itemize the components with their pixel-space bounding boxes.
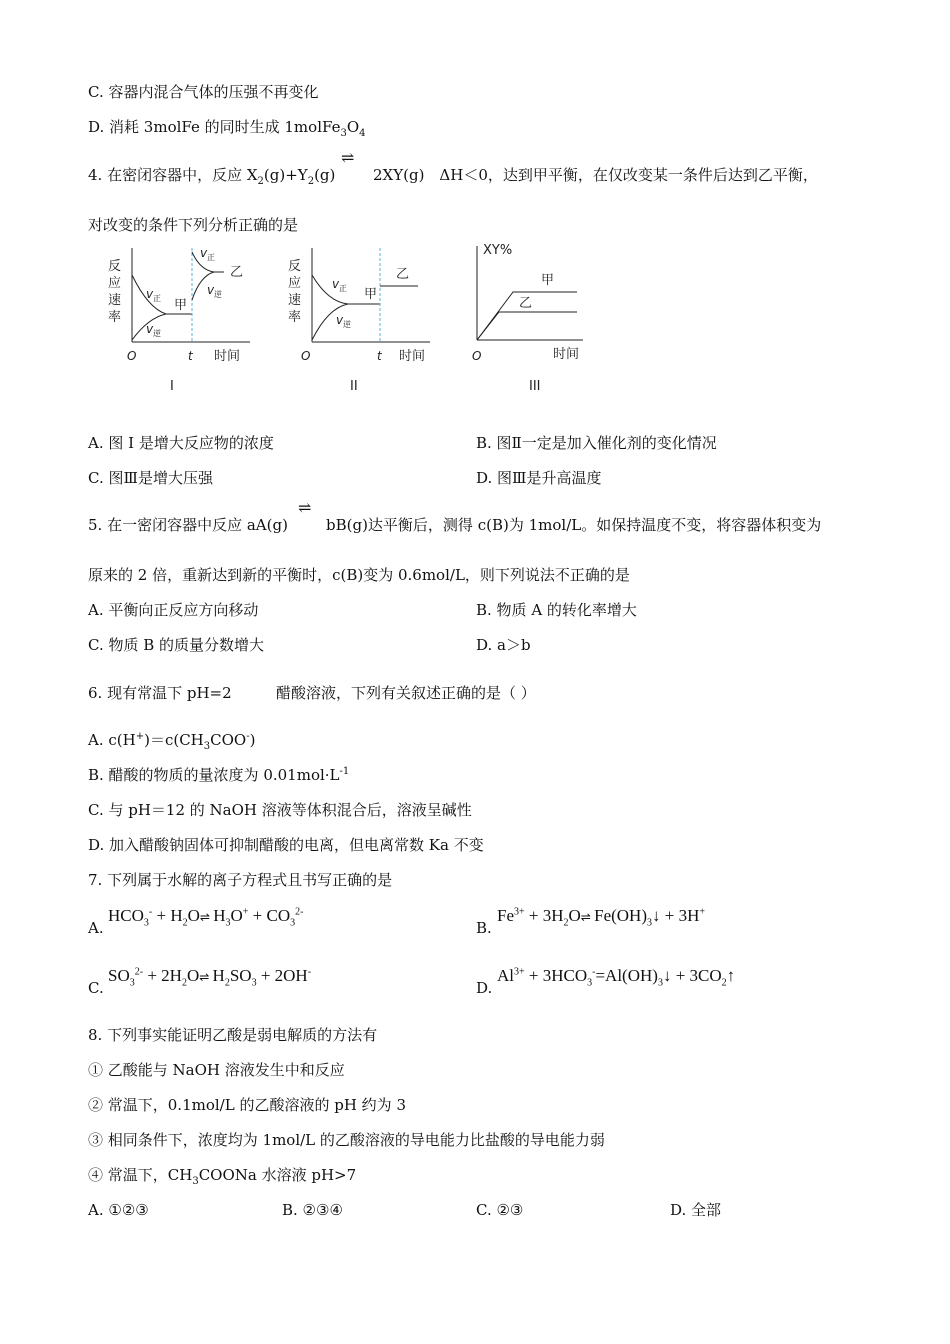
superscript: -	[592, 966, 596, 978]
q5-option-b: B. 物质 A 的转化率增大	[476, 601, 637, 619]
superscript: -	[148, 906, 153, 918]
subscript: 3	[129, 977, 135, 989]
eq-part: + 3HCO	[524, 966, 588, 985]
q8-option-c: C. ②③	[476, 1201, 524, 1219]
eq-part: + H	[152, 906, 183, 925]
subscript: 3	[251, 977, 257, 989]
subscript: 3	[587, 977, 593, 989]
superscript: -1	[339, 766, 350, 777]
q4-stem-line2: 对改变的条件下列分析正确的是	[88, 216, 299, 234]
fig1-v-reverse: v	[146, 322, 154, 336]
fig2-v-forward-sub: 正	[339, 284, 347, 293]
q3-option-d-text-o: O	[346, 118, 360, 136]
q6-option-b	[88, 765, 349, 785]
eq-part: O	[230, 906, 243, 925]
q5-option-d: D. a＞b	[476, 636, 531, 654]
q6-option-d: D. 加入醋酸钠固体可抑制醋酸的电离，但电离常数 Ka 不变	[88, 836, 484, 854]
subscript: 3	[340, 128, 347, 139]
q7-equation-d	[497, 966, 736, 989]
fig2-ylabel-2: 应	[288, 276, 302, 291]
eq-part: SO	[229, 966, 252, 985]
eq-part: + 2H	[143, 966, 182, 985]
q8-stem: 8. 下列事实能证明乙酸是弱电解质的方法有	[88, 1026, 378, 1044]
q7-stem: 7. 下列属于水解的离子方程式且书写正确的是	[88, 871, 393, 889]
q8-option-d: D. 全部	[670, 1201, 722, 1219]
fig2-v-reverse: v	[336, 313, 344, 327]
fig1-v-forward: v	[146, 287, 154, 301]
q5-stem-line2: 原来的 2 倍，重新达到新的平衡时，c(B)变为 0.6mol/L，则下列说法不正确的是	[88, 566, 630, 584]
q6-option-a	[88, 730, 255, 750]
q6-option-c: C. 与 pH＝12 的 NaOH 溶液等体积混合后，溶液呈碱性	[88, 801, 472, 819]
fig1-ylabel-3: 速	[108, 293, 122, 308]
q7-equation-c	[108, 966, 311, 987]
q8-item-4-part: ④ 常温下，CH	[88, 1166, 193, 1184]
fig2-ylabel-3: 速	[288, 293, 302, 308]
q6-option-a-part: )	[249, 731, 256, 749]
reversible-arrow-icon: ⇌	[580, 910, 590, 924]
fig1-v-reverse-sub: 逆	[153, 329, 161, 338]
fig2-ylabel-1: 反	[288, 259, 302, 274]
subscript: 2	[182, 917, 188, 929]
fig3-state1: 甲	[541, 273, 555, 288]
q7-equation-a	[108, 906, 303, 927]
superscript: -	[307, 966, 312, 978]
subscript: 3	[657, 977, 663, 989]
subscript: 2	[307, 176, 315, 187]
reversible-arrow-icon: ⇌	[199, 970, 209, 984]
subscript: 3	[203, 741, 211, 752]
fig2-t-label: t	[377, 349, 382, 363]
q7-equation-b	[497, 906, 705, 927]
equilibrium-arrow-icon: ⇌	[298, 498, 312, 517]
figure-iii	[465, 240, 595, 400]
q7-label-a: A.	[88, 919, 104, 937]
q7-label-b: B.	[476, 919, 492, 937]
eq-part: HCO	[108, 906, 144, 925]
fig2-ylabel-4: 率	[288, 310, 302, 325]
q4-stem-part: (g)+Y	[263, 166, 308, 184]
q4-option-c: C. 图Ⅲ是增大压强	[88, 469, 213, 487]
q8-item-2: ② 常温下，0.1mol/L 的乙酸溶液的 pH 约为 3	[88, 1096, 406, 1114]
q3-option-d	[88, 117, 366, 137]
eq-part: O	[186, 966, 200, 985]
fig3-xlabel: 时间	[553, 347, 580, 362]
fig3-origin: O	[472, 349, 482, 363]
q5-stem: 5. 在一密闭容器中反应 aA(g)	[88, 516, 288, 534]
fig1-v-forward-b-sub: 正	[207, 253, 215, 262]
eq-part: ↓ + 3CO	[662, 966, 722, 985]
fig1-t-label: t	[188, 349, 193, 363]
subscript: 3	[225, 917, 231, 929]
subscript: 2	[257, 176, 264, 187]
eq-part: Al	[497, 966, 514, 985]
eq-part: H	[208, 906, 226, 925]
subscript: 3	[192, 1176, 199, 1187]
subscript: 2	[224, 977, 230, 989]
superscript: +	[242, 906, 249, 918]
q6-option-a-part: A. c(H	[88, 731, 136, 749]
fig1-v-reverse-b: v	[207, 283, 215, 297]
eq-part: ↓ + 3H	[652, 906, 700, 925]
q6-option-b-part: B. 醋酸的物质的量浓度为 0.01mol·L	[88, 766, 340, 784]
eq-part: H	[208, 966, 225, 985]
q8-item-1: ① 乙酸能与 NaOH 溶液发生中和反应	[88, 1061, 345, 1079]
fig1-ylabel-2: 应	[108, 276, 122, 291]
superscript: +	[699, 906, 706, 918]
superscript: 3+	[514, 966, 525, 978]
fig1-ylabel-4: 率	[108, 310, 122, 325]
eq-part: O	[187, 906, 200, 925]
fig1-ylabel-1: 反	[108, 259, 122, 274]
superscript: 2-	[295, 906, 304, 918]
subscript: 4	[359, 128, 366, 139]
fig3-curve-yi	[477, 312, 577, 340]
q4-stem	[88, 165, 335, 185]
fig3-caption: III	[529, 379, 541, 394]
q4-option-d: D. 图Ⅲ是升高温度	[476, 469, 602, 487]
fig2-xlabel: 时间	[399, 349, 426, 364]
subscript: 3	[290, 917, 296, 929]
eq-part: =Al(OH)	[595, 966, 658, 985]
fig1-origin: O	[127, 349, 137, 363]
fig1-xlabel: 时间	[214, 349, 241, 364]
subscript: 2	[181, 977, 187, 989]
eq-part: Fe(OH)	[589, 906, 647, 925]
q8-item-3: ③ 相同条件下，浓度均为 1mol/L 的乙酸溶液的导电能力比盐酸的导电能力弱	[88, 1131, 605, 1149]
fig2-v-forward: v	[332, 277, 340, 291]
figure-i	[100, 240, 260, 400]
q6-option-a-part: COO	[210, 731, 247, 749]
fig1-v-reverse-b-sub: 逆	[214, 290, 222, 299]
q6-option-a-part: )＝c(CH	[144, 731, 204, 749]
fig2-origin: O	[301, 349, 311, 363]
q6-stem-continued: 醋酸溶液，下列有关叙述正确的是（ ）	[276, 684, 536, 702]
subscript: 2	[721, 977, 727, 989]
fig2-state1: 甲	[364, 287, 378, 302]
superscript: 2-	[134, 966, 144, 978]
q8-item-4	[88, 1165, 356, 1185]
q7-label-d: D.	[476, 979, 493, 997]
fig1-v-forward-sub: 正	[153, 294, 161, 303]
fig1-state1: 甲	[174, 298, 188, 313]
fig3-state2: 乙	[519, 296, 533, 311]
fig1-v-forward-b: v	[200, 246, 208, 260]
superscript: +	[135, 731, 145, 742]
eq-part: Fe	[497, 906, 514, 925]
q4-option-b: B. 图Ⅱ一定是加入催化剂的变化情况	[476, 434, 717, 452]
q5-option-c: C. 物质 B 的质量分数增大	[88, 636, 265, 654]
subscript: 3	[647, 917, 652, 929]
superscript: -	[246, 731, 250, 742]
superscript: 3+	[514, 906, 525, 918]
figure-ii	[280, 240, 440, 400]
fig1-state2: 乙	[230, 265, 244, 280]
subscript: 2	[563, 917, 569, 929]
eq-part: ↑	[726, 966, 736, 985]
q4-stem-part: (g)	[314, 166, 336, 184]
q4-option-a: A. 图 I 是增大反应物的浓度	[88, 434, 274, 452]
q4-stem-continued: 2XY(g) ΔH＜0，达到甲平衡，在仅改变某一条件后达到乙平衡，	[373, 166, 818, 184]
fig2-state2: 乙	[396, 267, 410, 282]
q3-option-c: C. 容器内混合气体的压强不再变化	[88, 83, 319, 101]
q5-option-a: A. 平衡向正反应方向移动	[88, 601, 259, 619]
reversible-arrow-icon: ⇌	[199, 910, 209, 924]
q8-option-a: A. ①②③	[88, 1201, 149, 1219]
q4-stem-part: 4. 在密闭容器中，反应 X	[88, 166, 258, 184]
q7-label-c: C.	[88, 979, 104, 997]
fig1-caption: I	[170, 379, 174, 394]
eq-part: + 2OH	[256, 966, 308, 985]
subscript: 3	[143, 917, 149, 929]
q8-item-4-part: COONa 水溶液 pH>7	[198, 1166, 357, 1184]
q5-stem-continued: bB(g)达平衡后，测得 c(B)为 1mol/L。如保持温度不变，将容器体积变为	[326, 516, 822, 534]
q6-stem: 6. 现有常温下 pH=2	[88, 684, 232, 702]
fig2-v-reverse-sub: 逆	[343, 320, 351, 329]
eq-part: O	[568, 906, 581, 925]
eq-part: SO	[108, 966, 130, 985]
eq-part: + CO	[248, 906, 291, 925]
q3-option-d-text: D. 消耗 3molFe 的同时生成 1molFe	[88, 118, 341, 136]
equilibrium-arrow-icon: ⇌	[341, 148, 355, 167]
fig3-ylabel: XY%	[483, 243, 513, 258]
fig2-caption: II	[350, 379, 358, 394]
eq-part: + 3H	[524, 906, 564, 925]
q8-option-b: B. ②③④	[282, 1201, 343, 1219]
